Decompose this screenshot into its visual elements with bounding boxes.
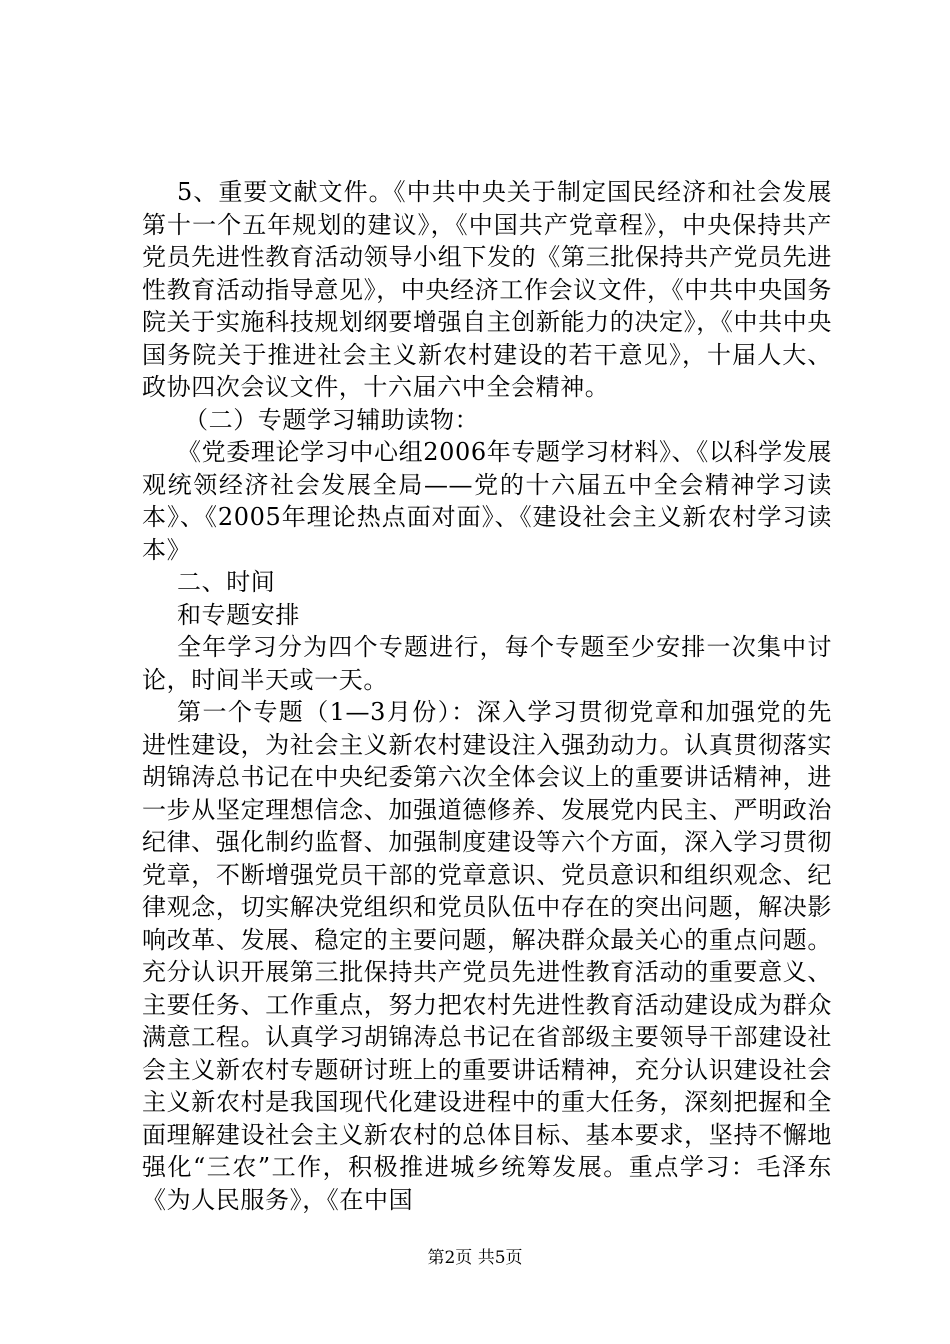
heading-topic-arrangement: 和专题安排 [177, 600, 300, 629]
paragraph-annual-plan: 全年学习分为四个专题进行，每个专题至少安排一次集中讨论，时间半天或一天。 [142, 633, 832, 694]
subheading-auxiliary-readings: （二）专题学习辅助读物： [184, 405, 480, 434]
paragraph-first-topic: 第一个专题（1—3月份）：深入学习贯彻党章和加强党的先进性建设，为社会主义新农村建设注入强劲动力。认真贯彻落实胡锦涛总书记在中央纪委第六次全体会议上的重要讲话精神，进一步从坚定理想信念、加强道德修养、发展党内民主、严明政治纪律、强化制约监督、加强制度建设等六个方面，深入学习贯彻党章，不断增强党员干部的党章意识、党员意识和组织观念、纪律观念，切实解决党组织和党员队伍中存在的突出问题，解决影响改革、发展、稳定的主要问题，解决群众最关心的重点问题。充分认识开展第三批保持共产党员先进性教育活动的重要意义、主要任务、工作重点，努力把农村先进性教育活动建设成为群众满意工程。认真学习胡锦涛总书记在省部级主要领导干部建设社会主义新农村专题研讨班上的重要讲话精神，充分认识建设社会主义新农村是我国现代化建设进程中的重大任务，深刻把握和全面理解建设社会主义新农村的总体目标、基本要求，坚持不懈地强化“三农”工作，积极推进城乡统筹发展。重点学习：毛泽东《为人民服务》，《在中国 [142, 698, 832, 1214]
page-number-footer: 第2页 共5页 [427, 1248, 523, 1268]
heading-time: 二、时间 [177, 568, 276, 596]
paragraph-auxiliary-readings: 《党委理论学习中心组2006年专题学习材料》、《以科学发展观统领经济社会发展全局——党的十六届五中全会精神学习读本》、《2005年理论热点面对面》、《建设社会主义新农村学习读本》 [142, 438, 832, 564]
document-body [142, 176, 832, 1216]
paragraph-key-documents: 5、重要文献文件。《中共中央关于制定国民经济和社会发展第十一个五年规划的建议》，《中国共产党章程》，中央保持共产党员先进性教育活动领导小组下发的《第三批保持共产党员先进性教育活动指导意见》，中央经济工作会议文件，《中共中央国务院关于实施科技规划纲要增强自主创新能力的决定》，《中共中央国务院关于推进社会主义新农村建设的若干意见》，十届人大、政协四次会议文件，十六届六中全会精神。 [142, 178, 832, 401]
